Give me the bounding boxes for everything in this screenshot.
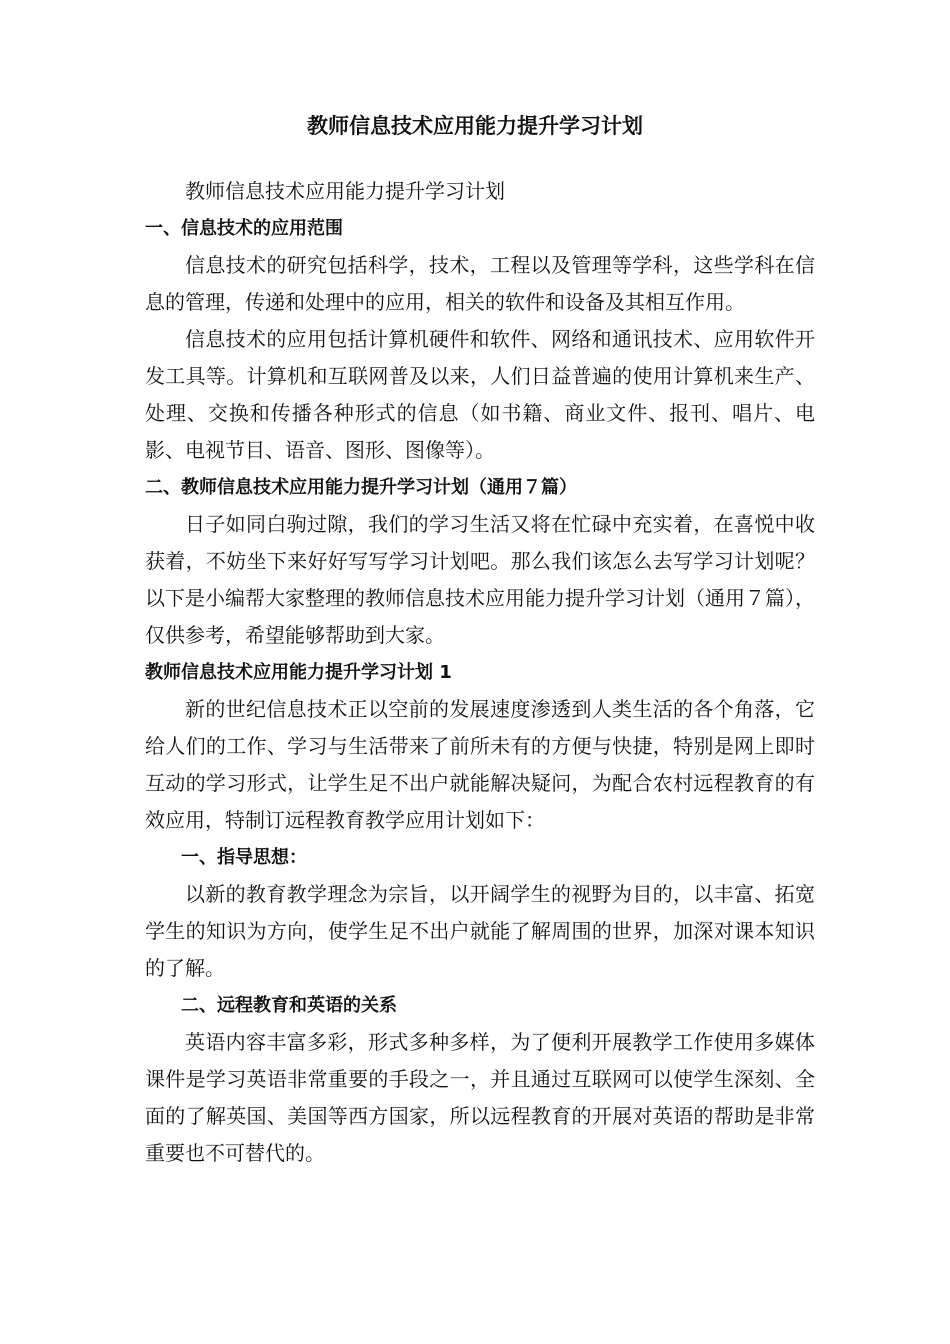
plan1-intro: 新的世纪信息技术正以空前的发展速度渗透到人类生活的各个角落，它给人们的工作、学习与生活带来了前所未有的方便与快捷，特别是网上即时互动的学习形式，让学生足不出户就能解决疑问，为配合农村远程教育的有效应用，特制订远程教育教学应用计划如下：	[145, 697, 815, 832]
section2-paragraph-1: 日子如同白驹过隙，我们的学习生活又将在忙碌中充实着，在喜悦中收获着，不妨坐下来好好写写学习计划吧。那么我们该怎么去写学习计划呢？以下是小编帮大家整理的教师信息技术应用能力提升学习计划（通用７篇），仅供参考，希望能够帮助到大家。	[145, 512, 815, 647]
section1-paragraph-2: 信息技术的应用包括计算机硬件和软件、网络和通讯技术、应用软件开发工具等。计算机和互联网普及以来，人们日益普遍的使用计算机来生产、处理、交换和传播各种形式的信息（如书籍、商业文件、报刊、唱片、电影、电视节目、语音、图形、图像等）。	[145, 327, 815, 462]
document-subtitle: 教师信息技术应用能力提升学习计划	[185, 179, 505, 203]
section2-heading: 二、教师信息技术应用能力提升学习计划（通用７篇）	[145, 477, 577, 498]
section1-heading: 一、信息技术的应用范围	[145, 218, 343, 239]
plan1-sub1-heading: 一、指导思想：	[181, 847, 307, 868]
section1-paragraph-1: 信息技术的研究包括科学，技术，工程以及管理等学科，这些学科在信息的管理，传递和处理中的应用，相关的软件和设备及其相互作用。	[145, 253, 815, 314]
plan1-sub2-text: 英语内容丰富多彩，形式多种多样，为了便利开展教学工作使用多媒体课件是学习英语非常重要的手段之一，并且通过互联网可以使学生深刻、全面的了解英国、美国等西方国家，所以远程教育的开展对英语的帮助是非常重要也不可替代的。	[145, 1030, 815, 1165]
document-body	[145, 173, 815, 1172]
plan1-sub2-heading: 二、远程教育和英语的关系	[181, 995, 397, 1016]
document-title: 教师信息技术应用能力提升学习计划	[307, 114, 643, 138]
plan1-heading: 教师信息技术应用能力提升学习计划 1	[145, 662, 452, 683]
plan1-sub1-text: 以新的教育教学理念为宗旨，以开阔学生的视野为目的，以丰富、拓宽学生的知识为方向，使学生足不出户就能了解周围的世界，加深对课本知识的了解。	[145, 882, 815, 980]
